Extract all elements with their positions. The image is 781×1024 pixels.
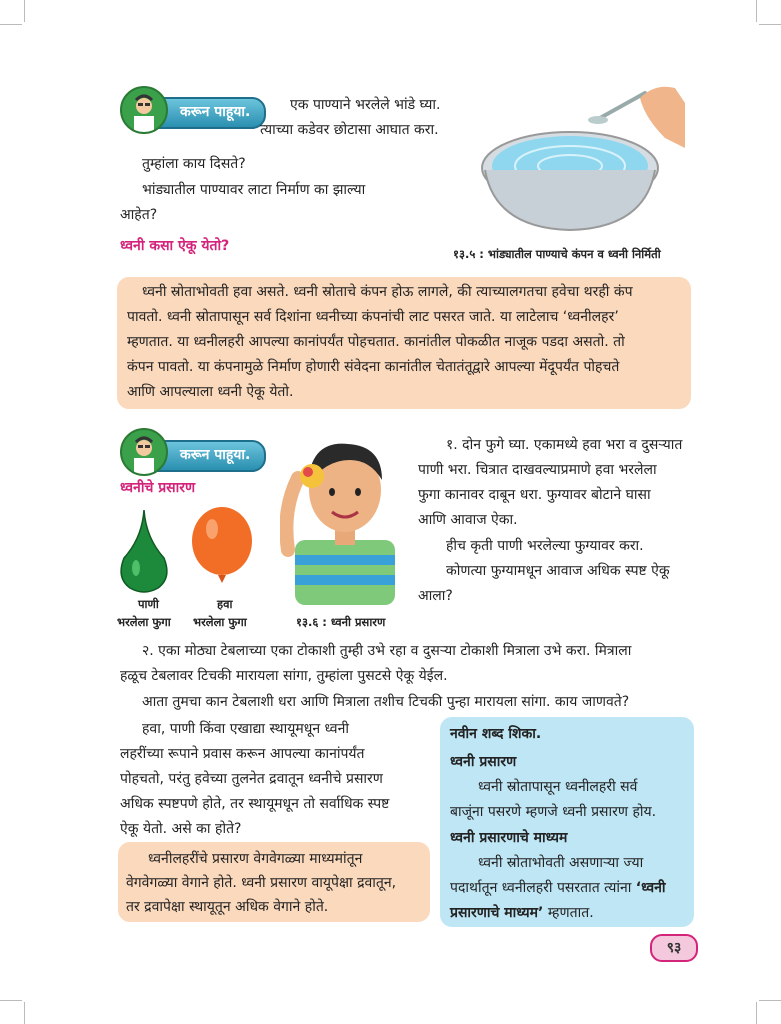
term2-def-b-text: पदार्थातून ध्वनीलहरी पसरतात त्यांना — [450, 880, 632, 896]
para3-line5: ऐकू येतो. असे का होते? — [120, 821, 242, 837]
scientist-avatar-icon — [120, 428, 168, 476]
activity1-question2b: आहेत? — [120, 207, 158, 223]
term2-definition-c — [450, 901, 594, 926]
crop-mark — [756, 0, 757, 22]
term1-definition-a: ध्वनी स्रोतापासून ध्वनीलहरी सर्व — [478, 779, 638, 795]
scientist-avatar-icon — [120, 86, 168, 134]
figure-13-5-caption: १३.५ : भांड्यातील पाण्याचे कंपन व ध्वनी निर्मिती — [453, 247, 661, 261]
para3-line2: लहरींच्या रूपाने प्रवास करून आपल्या कानांपर्यंत — [120, 746, 365, 762]
crop-mark — [759, 1000, 781, 1001]
para2-line2: हळूच टेबलावर टिचकी मारायला सांगा, तुम्हांला पुसटसे ऐकू येईल. — [120, 668, 448, 684]
crop-mark — [759, 24, 781, 25]
activity2-line6: कोणत्या फुग्यामधून आवाज अधिक स्पष्ट ऐकू — [446, 563, 670, 579]
page-number: ९३ — [650, 934, 698, 962]
term1-definition-b: बाजूंना पसरणे म्हणजे ध्वनी प्रसारण होय. — [450, 804, 657, 820]
term2-def-c-text: म्हणतात. — [547, 905, 594, 921]
term2-def-c-bold: प्रसारणाचे माध्यम’ — [450, 905, 544, 921]
water-balloon-label-2: भरलेला फुगा — [117, 615, 171, 629]
para3-line1: हवा, पाणी किंवा एखाद्या स्थायूमधून ध्वनी — [142, 721, 349, 737]
activity2-line5: हीच कृती पाणी भरलेल्या फुग्यावर करा. — [446, 538, 644, 554]
box1-line3: म्हणतात. या ध्वनीलहरी आपल्या कानांपर्यंत पोहचतात. कानांतील पोकळीत नाजूक पडदा असतो. तो — [127, 334, 625, 350]
activity2-line3: फुगा कानावर दाबून धरा. फुग्यावर बोटाने घासा — [418, 487, 651, 503]
box1-line4: कंपन पावतो. या कंपनामुळे निर्माण होणारी संवेदना कानांतील चेतातंतूद्वारे आपल्या मेंदूपर्यंत पोहचते — [127, 359, 620, 375]
para2-line1: २. एका मोठ्या टेबलाच्या एका टोकाशी तुम्ही उभे रहा व दुसऱ्या टोकाशी मित्राला उभे करा. मित्राला — [142, 643, 632, 659]
activity1-line1: एक पाण्याने भरलेले भांडे घ्या. — [290, 97, 441, 113]
heading-how-sound-heard: ध्वनी कसा ऐकू येतो? — [120, 238, 230, 254]
box2-line2: वेगवेगळ्या वेगाने होते. ध्वनी प्रसारण वायूपेक्षा द्रवातून, — [126, 875, 397, 891]
box1-line5: आणि आपल्याला ध्वनी ऐकू येतो. — [127, 384, 294, 400]
air-balloon-illustration — [190, 505, 254, 591]
box2-line3: तर द्रवापेक्षा स्थायूतून अधिक वेगाने होते. — [126, 899, 329, 915]
crop-mark — [24, 0, 25, 22]
term-propagation-medium: ध्वनी प्रसारणाचे माध्यम — [450, 830, 568, 846]
box2-line1: ध्वनीलहरींचे प्रसारण वेगवेगळ्या माध्यमांतून — [148, 851, 363, 867]
crop-mark — [0, 24, 22, 25]
activity1-line2: त्याच्या कडेवर छोटासा आघात करा. — [260, 122, 439, 138]
new-words-title: नवीन शब्द शिका. — [450, 726, 542, 742]
water-bowl-illustration — [480, 78, 685, 243]
term2-definition-a: ध्वनी स्रोताभोवती असणाऱ्या ज्या — [478, 855, 644, 871]
activity-tag: करून पाहूया. — [150, 440, 266, 472]
crop-mark — [24, 1002, 25, 1024]
air-balloon-label-1: हवा — [217, 597, 233, 611]
box1-line1: ध्वनी स्रोताभोवती हवा असते. ध्वनी स्रोताचे कंपन होऊ लागले, की त्याच्यालगतचा हवेचा थरही कंप — [142, 284, 633, 300]
activity1-question1: तुम्हांला काय दिसते? — [142, 156, 246, 172]
term2-def-b-bold: ‘ध्वनी — [635, 880, 666, 896]
term2-definition-b — [450, 876, 666, 901]
water-balloon-illustration — [118, 508, 170, 594]
para2-line3: आता तुमचा कान टेबलाशी धरा आणि मित्राला तशीच टिचकी पुन्हा मारायला सांगा. काय जाणवते? — [142, 694, 630, 710]
para3-line3: पोहचतो, परंतु हवेच्या तुलनेत द्रवातून ध्वनीचे प्रसारण — [120, 771, 383, 787]
activity2-line2: पाणी भरा. चित्रात दाखवल्याप्रमाणे हवा भरलेला — [418, 462, 657, 478]
air-balloon-label-2: भरलेला फुगा — [193, 615, 247, 629]
crop-mark — [756, 1002, 757, 1024]
boy-with-balloon-illustration — [280, 430, 410, 605]
activity-tag: करून पाहूया. — [150, 97, 266, 129]
term-sound-propagation: ध्वनी प्रसारण — [450, 754, 517, 770]
crop-mark — [0, 1000, 22, 1001]
heading-sound-propagation: ध्वनीचे प्रसारण — [120, 480, 196, 496]
activity2-line7: आला? — [418, 588, 453, 604]
box1-line2: पावतो. ध्वनी स्रोतापासून सर्व दिशांना ध्वनीच्या कंपनांची लाट पसरत जाते. या लाटेलाच ‘ध्वनीलहर’ — [127, 309, 619, 325]
para3-line4: अधिक स्पष्टपणे होते, तर स्थायूमधून तो सर्वाधिक स्पष्ट — [120, 796, 390, 812]
activity2-line1: १. दोन फुगे घ्या. एकामध्ये हवा भरा व दुसऱ्यात — [446, 437, 683, 453]
figure-13-6-caption: १३.६ : ध्वनी प्रसारण — [296, 615, 386, 629]
activity1-question2a: भांड्यातील पाण्यावर लाटा निर्माण का झाल्या — [142, 182, 366, 198]
water-balloon-label-1: पाणी — [138, 597, 159, 611]
activity2-line4: आणि आवाज ऐका. — [418, 512, 518, 528]
